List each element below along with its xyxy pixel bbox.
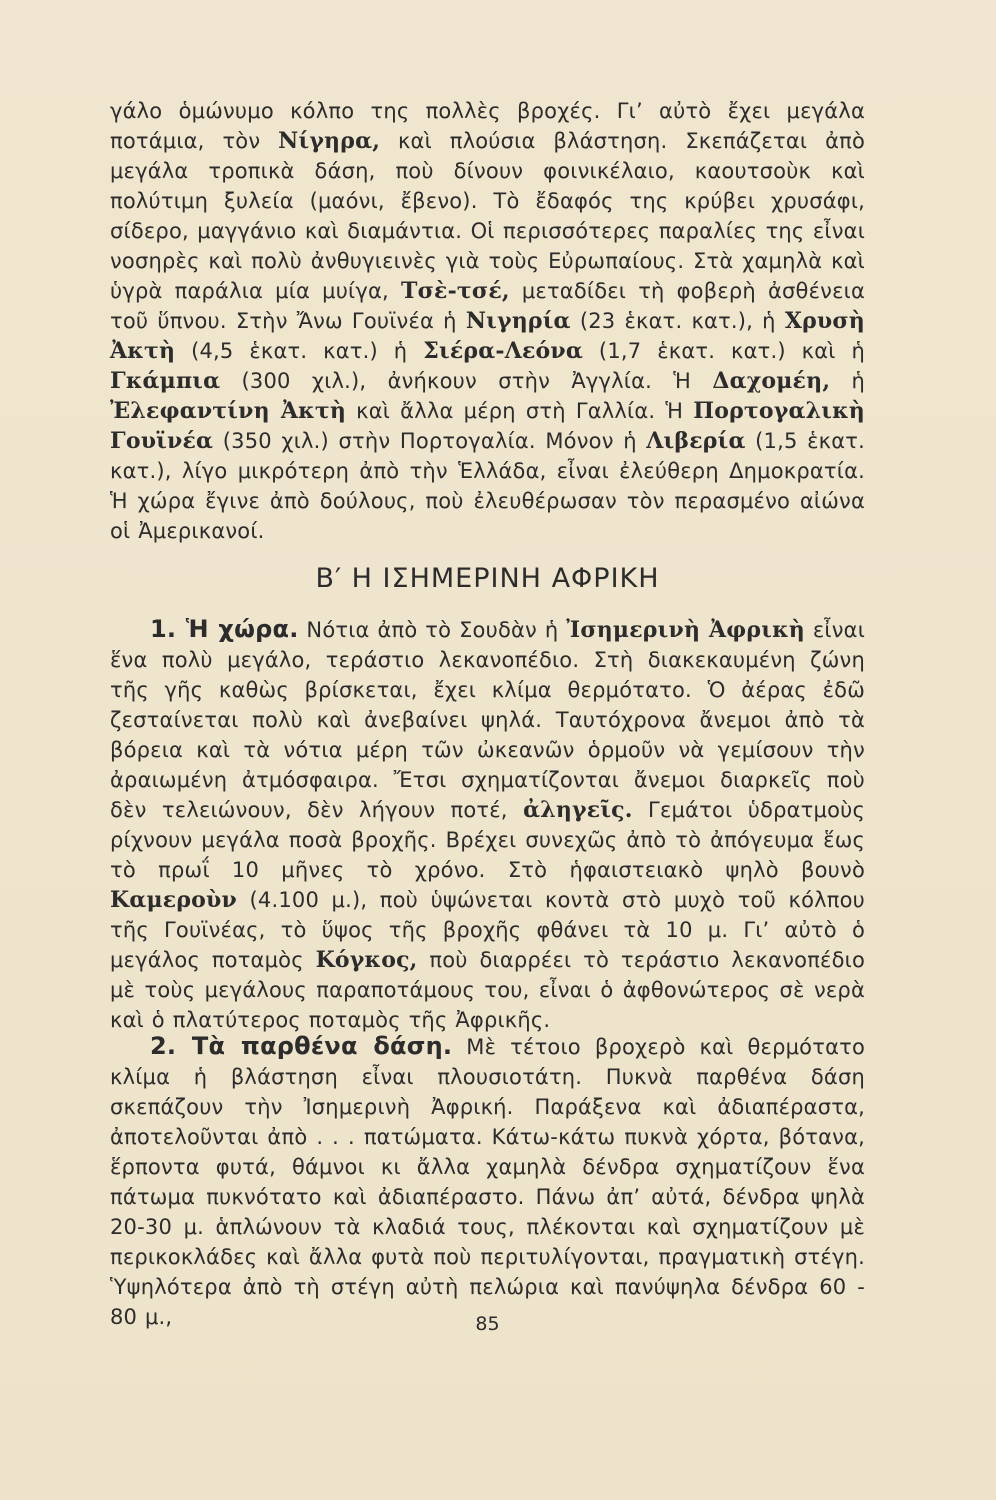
intro-text-6: (1,7 ἑκατ. κατ.) καὶ ἡ (583, 339, 865, 363)
term-dahomey: Δαχομέη, (712, 368, 831, 394)
intro-text-9: καὶ ἄλλα μέρη στὴ Γαλλία. Ἡ (346, 399, 694, 423)
intro-text-5: (4,5 ἑκατ. κατ.) ἡ (175, 339, 424, 363)
section-1-paragraph (110, 614, 865, 1035)
intro-paragraph (110, 96, 865, 546)
term-nigeria: Νιγηρία (465, 308, 571, 334)
intro-text-3: μεταδίδει τὴ φοβερὴ ἀσθένεια τοῦ ὕπνου. Στὴν Ἄνω Γουϊνέα ἡ (110, 279, 865, 333)
section-1-block (110, 614, 865, 1035)
term-sierra-leone: Σιέρα-Λεόνα (423, 338, 584, 364)
term-liberia: Λιβερία (646, 428, 746, 454)
section-1-text-1: Νότια ἀπὸ τὸ Σουδὰν ἡ (298, 618, 567, 642)
intro-text-8: ἡ (830, 369, 865, 393)
term-gold-coast: Χρυσὴ Ἀκτὴ (110, 308, 865, 364)
term-portuguese-guinea: Πορτογαλικὴ Γουϊνέα (110, 398, 865, 454)
term-equatorial-africa: Ἰσημερινὴ Ἀφρικὴ (566, 617, 805, 643)
section-1-title: 1. Ἡ χώρα. (150, 615, 299, 643)
section-1-text-2: εἶναι ἕνα πολὺ μεγάλο, τεράστιο λεκανοπέδιο. Στὴ διακεκαυμένη ζώνη τῆς γῆς καθὼς βρίσκεται, ἔχει κλίμα θερμότατο. Ὁ ἀέρας ἐδῶ ζεσταίνεται πολὺ καὶ ἀνεβαίνει ψηλά. Ταυτόχρονα ἄνεμοι ἀπὸ τὰ βόρεια καὶ τὰ νότια μέρη τῶν ὠκεανῶν ὁρμοῦν νὰ γεμίσουν τὴν ἀραιωμένη ἀτμόσφαιρα. Ἔτσι σχηματίζονται ἄνεμοι διαρκεῖς ποὺ δὲν τελειώνουν, δὲν λήγουν ποτέ, (110, 618, 866, 822)
page-number: 85 (475, 1313, 500, 1335)
intro-text-4: (23 ἑκατ. κατ.), ἡ (570, 309, 785, 333)
intro-text-10: (350 χιλ.) στὴν Πορτογαλία. Μόνον ἡ (213, 429, 647, 453)
term-cameroon: Καμεροὺν (110, 887, 237, 913)
section-2-title: 2. Τὰ παρθένα δάση. (150, 1032, 453, 1060)
section-1-text-5: ποὺ διαρρέει τὸ τεράστιο λεκανοπέδιο μὲ τοὺς μεγάλους παραποτάμους του, εἶναι ὁ ἀφθονώτερος σὲ νερὰ καὶ ὁ πλατύτερος ποταμὸς τῆς Ἀφρικῆς. (110, 948, 865, 1032)
section-1-text-4: (4.100 μ.), ποὺ ὑψώνεται κοντὰ στὸ μυχὸ τοῦ κόλπου τῆς Γουϊνέας, τὸ ὕψος τῆς βροχῆς φθάνει τὰ 10 μ. Γι’ αὐτὸ ὁ μεγάλος ποταμὸς (110, 888, 865, 972)
intro-text-11: (1,5 ἑκατ. κατ.), λίγο μικρότερη ἀπὸ τὴν Ἑλλάδα, εἶναι ἐλεύθερη Δημοκρατία. Ἡ χώρα ἔγινε ἀπὸ δούλους, ποὺ ἐλευθέρωσαν τὸν περασμένο αἰώνα οἱ Ἀμερικανοί. (110, 429, 865, 543)
intro-text-1: γάλο ὁμώνυμο κόλπο της πολλὲς βροχές. Γι’ αὐτὸ ἔχει μεγάλα ποτάμια, τὸν (110, 99, 865, 153)
term-congo: Κόγκος, (315, 947, 418, 973)
section-2-paragraph (110, 1031, 865, 1332)
intro-text-7: (300 χιλ.), ἀνήκουν στὴν Ἀγγλία. Ἡ (220, 369, 713, 393)
intro-paragraph-block (110, 96, 865, 546)
term-niger: Νίγηρα, (278, 128, 381, 154)
intro-text-2: καὶ πλούσια βλάστηση. Σκεπάζεται ἀπὸ μεγάλα τροπικὰ δάση, ποὺ δίνουν φοινικέλαιο, καουτσοὺκ καὶ πολύτιμη ξυλεία (μαόνι, ἔβενο). Τὸ ἔδαφός της κρύβει χρυσάφι, σίδερο, μαγγάνιο καὶ διαμάντια. Οἱ περισσότερες παραλίες της εἶναι νοσηρὲς καὶ πολὺ ἀνθυγιεινὲς γιὰ τοὺς Εὐρωπαίους. Στὰ χαμηλὰ καὶ ὑγρὰ παράλια μία μυίγα, (110, 129, 865, 303)
section-1-text-3: Γεμάτοι ὑδρατμοὺς ρίχνουν μεγάλα ποσὰ βροχῆς. Βρέχει συνεχῶς ἀπὸ τὸ ἀπόγευμα ἕως τὸ πρωΐ 10 μῆνες τὸ χρόνο. Στὸ ἡφαιστειακὸ ψηλὸ βουνὸ (110, 798, 865, 882)
term-trade-winds: ἀληγεῖς. (523, 797, 633, 823)
section-2-block (110, 1031, 865, 1332)
term-tsetse: Τσὲ-τσέ, (401, 278, 510, 304)
section-2-text-1: Μὲ τέτοιο βροχερὸ καὶ θερμότατο κλίμα ἡ βλάστηση εἶναι πλουσιοτάτη. Πυκνὰ παρθένα δάση σκεπάζουν τὴν Ἰσημερινὴ Ἀφρική. Παράξενα καὶ ἀδιαπέραστα, ἀποτελοῦνται ἀπὸ . . . πατώματα. Κάτω-κάτω πυκνὰ χόρτα, βότανα, ἕρποντα φυτά, θάμνοι κι ἄλλα χαμηλὰ δένδρα σχηματίζουν ἕνα πάτωμα πυκνότατο καὶ ἀδιαπέραστο. Πάνω ἀπ’ αὐτά, δένδρα ψηλὰ 20-30 μ. ἁπλώνουν τὰ κλαδιά τους, πλέκονται καὶ σχηματίζουν μὲ περικοκλάδες καὶ ἄλλα φυτὰ ποὺ περιτυλίγονται, πραγματικὴ στέγη. Ὑψηλότερα ἀπὸ τὴ στέγη αὐτὴ πελώρια καὶ πανύψηλα δένδρα 60 - 80 μ., (110, 1035, 866, 1329)
chapter-heading: Β′ Η ΙΣΗΜΕΡΙΝΗ ΑΦΡΙΚΗ (315, 563, 660, 594)
term-ivory-coast: Ἐλεφαντίνη Ἀκτὴ (110, 398, 347, 424)
term-gambia: Γκάμπια (110, 368, 221, 394)
